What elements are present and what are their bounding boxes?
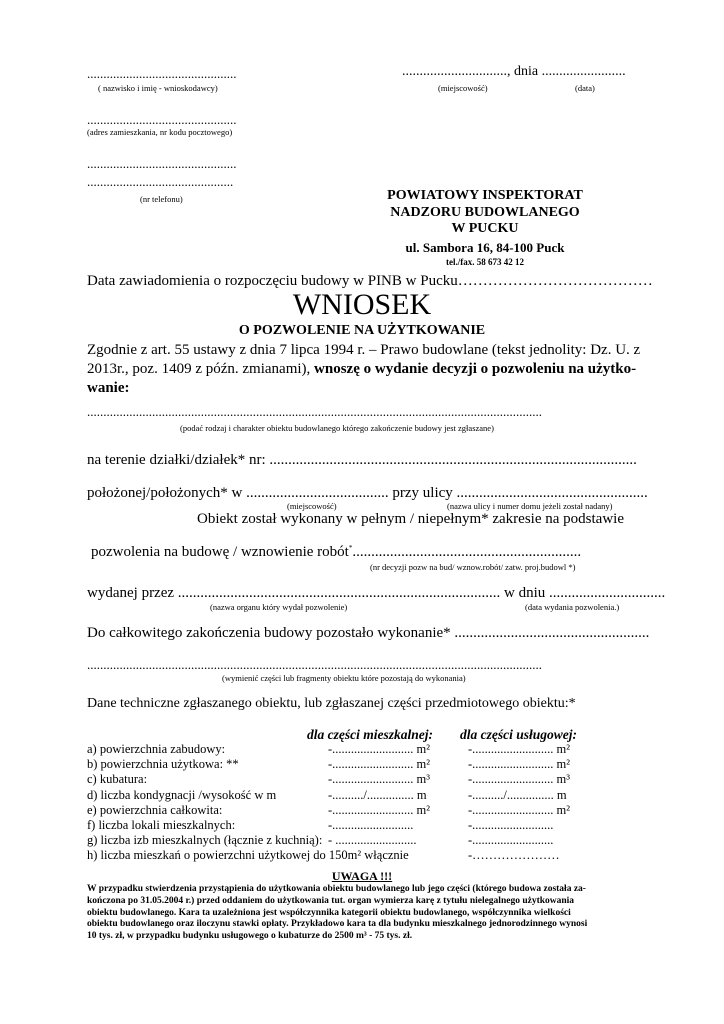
completion-scope: Obiekt został wykonany w pełnym / niepełnym* zakresie na podstawie xyxy=(197,511,624,527)
remaining-field[interactable]: Do całkowitego zakończenia budowy pozostało wykonanie* .................................................... xyxy=(87,625,650,641)
tech-row-residential-value[interactable]: -........../............... m xyxy=(328,787,427,802)
plot-field[interactable]: na terenie działki/działek* nr: .................................................................................................. xyxy=(87,452,637,468)
object-label: (podać rodzaj i charakter obiektu budowlanego którego zakończenie budowy jest zgłaszane) xyxy=(180,423,494,433)
intro-line-2-plain: 2013r., poz. 1409 z późn. zmianami), xyxy=(87,361,311,377)
issued-date-dots: ............................... xyxy=(549,585,666,601)
page-title: WNIOSEK xyxy=(292,288,432,321)
applicant-name-label: ( nazwisko i imię - wnioskodawcy) xyxy=(98,83,218,93)
location-field[interactable] xyxy=(87,485,648,502)
tech-row-service-value[interactable]: -........../............... m xyxy=(468,787,567,802)
intro-line-2-bold: wnoszę o wydanie decyzji o pozwoleniu na użytko- xyxy=(310,361,637,377)
authority-line-3: W PUCKU xyxy=(451,221,519,236)
tech-row-service-value[interactable]: -.......................... m³ xyxy=(468,772,571,787)
remaining-line[interactable]: ............................................................................................................................................ xyxy=(87,657,542,672)
place-dots: .............................., dnia xyxy=(402,64,539,79)
tech-row-service-value[interactable]: -.......................... m² xyxy=(468,742,571,756)
authority-address: ul. Sambora 16, 84-100 Puck xyxy=(405,239,565,255)
location-place: położonej/położonych* w ...................................... przy ulicy xyxy=(87,485,453,501)
authority-block xyxy=(380,188,590,268)
intro-paragraph xyxy=(87,341,647,398)
remaining-label: (wymienić części lub fragmenty obiektu które pozostają do wykonania) xyxy=(222,673,466,683)
location-street: ................................................... xyxy=(456,485,648,501)
tech-row-residential-value[interactable]: -.......................... m³ xyxy=(328,772,431,787)
object-input-line[interactable]: ............................................................................................................................................ xyxy=(87,404,542,419)
tech-row-label: a) powierzchnia zabudowy: xyxy=(87,742,226,756)
date-dots: ........................ xyxy=(541,64,626,79)
permit-dots: ............................................................. xyxy=(352,544,582,560)
authority-line-1: POWIATOWY INSPEKTORAT xyxy=(387,188,583,203)
permit-asterisk: * xyxy=(348,544,353,552)
applicant-name-line[interactable]: .............................................. xyxy=(87,66,237,81)
warning-line-5: 10 tys. zł, w przypadku budynku usługowego o kubaturze do 2500 m³ - 75 tys. zł. xyxy=(87,931,413,942)
issued-by: wydanej przez ...................................................................................... w dniu xyxy=(87,585,546,601)
tech-row-service-value[interactable]: -.......................... m² xyxy=(468,757,571,772)
warning-line-1: W przypadku stwierdzenia przystąpienia do użytkowania obiektu budowlanego lub jego części (którego budowa została za- xyxy=(87,884,586,894)
place-date-line[interactable] xyxy=(402,64,626,80)
warning-text xyxy=(87,884,639,943)
issued-org-label: (nazwa organu który wydał pozwolenie) xyxy=(210,602,348,612)
authority-phone: tel./fax. 58 673 42 12 xyxy=(446,257,524,267)
authority-line-2: NADZORU BUDOWLANEGO xyxy=(390,204,580,220)
issued-date-label: (data wydania pozwolenia.) xyxy=(525,602,620,612)
phone-label: (nr telefonu) xyxy=(140,194,183,204)
permit-field[interactable] xyxy=(91,544,581,561)
col-service: dla części usługowej: xyxy=(460,727,577,742)
intro-line-3: wanie: xyxy=(87,380,130,396)
col-residential: dla części mieszkalnej: xyxy=(307,727,433,742)
tech-row-service-value[interactable]: -.......................... xyxy=(468,818,554,832)
tech-row-residential-value[interactable]: -.......................... m² xyxy=(328,802,431,817)
tech-row-service-value[interactable]: -.......................... m² xyxy=(468,802,571,817)
tech-row-residential-value[interactable]: - .......................... xyxy=(328,833,417,848)
intro-line-1: Zgodnie z art. 55 ustawy z dnia 7 lipca 1994 r. – Prawo budowlane (tekst jednolity: Dz. U. z xyxy=(87,342,641,358)
intro-line-2 xyxy=(87,360,647,379)
tech-row-residential-value[interactable]: -.......................... xyxy=(328,818,414,832)
address-label: (adres zamieszkania, nr kodu pocztowego) xyxy=(87,127,233,137)
warning-line-3: obiektu budowlanego. Kara ta uzależniona jest współczynnika kategorii obiektu budowlanego, współczynnika wielkości xyxy=(87,907,571,918)
warning-line-4: obiektu budowlanego oraz iloczynu stawki opłaty. Przykładowo kara ta dla budynku mieszkalnego jednorodzinnego wynosi xyxy=(87,919,588,930)
tech-row-label: g) liczba izb mieszkalnych (łącznie z kuchnią): xyxy=(87,833,323,848)
tech-heading: Dane techniczne zgłaszanego obiektu, lub zgłaszanej części przedmiotowego obiektu:* xyxy=(87,696,576,711)
tech-row-label: d) liczba kondygnacji /wysokość w m xyxy=(87,787,277,802)
warning-line-2: kończona po 31.05.2004 r.) przed oddaniem do użytkowania tut. organ wymierza karę z tytułu nielegalnego użytkowania xyxy=(87,895,575,906)
tech-row-label: b) powierzchnia użytkowa: ** xyxy=(87,757,239,772)
tech-row-service-value[interactable]: -………………… xyxy=(468,848,560,863)
permit-label: (nr decyzji pozw na bud/ wznow.robót/ zatw. proj.budowl *) xyxy=(370,562,576,572)
phone-line-2[interactable]: ............................................. xyxy=(87,174,234,189)
tech-row-label: c) kubatura: xyxy=(87,772,148,787)
tech-row-service-value[interactable]: -.......................... xyxy=(468,833,554,848)
phone-line-1[interactable]: .............................................. xyxy=(87,156,237,171)
issued-field[interactable] xyxy=(87,585,665,602)
notification-date[interactable]: Data zawiadomienia o rozpoczęciu budowy w PINB w Pucku………………………………… xyxy=(87,273,653,289)
location-place-label: (miejscowość) xyxy=(287,501,337,511)
address-line[interactable]: .............................................. xyxy=(87,112,237,127)
place-label: (miejscowość) xyxy=(438,83,488,93)
date-label: (data) xyxy=(575,83,595,93)
location-street-label: (nazwa ulicy i numer domu jeżeli został nadany) xyxy=(447,501,613,511)
permit-text: pozwolenia na budowę / wznowienie robót xyxy=(91,544,349,560)
page-subtitle: O POZWOLENIE NA UŻYTKOWANIE xyxy=(238,323,486,338)
tech-row-label: h) liczba mieszkań o powierzchni użytkowej do 150m² włącznie xyxy=(87,848,409,863)
tech-row-residential-value[interactable]: -.......................... m² xyxy=(328,757,431,772)
tech-row-residential-value[interactable]: -.......................... m² xyxy=(328,742,431,756)
tech-row-label: f) liczba lokali mieszkalnych: xyxy=(87,818,236,832)
warning-title: UWAGA !!! xyxy=(331,869,393,883)
tech-row-label: e) powierzchnia całkowita: xyxy=(87,802,223,817)
